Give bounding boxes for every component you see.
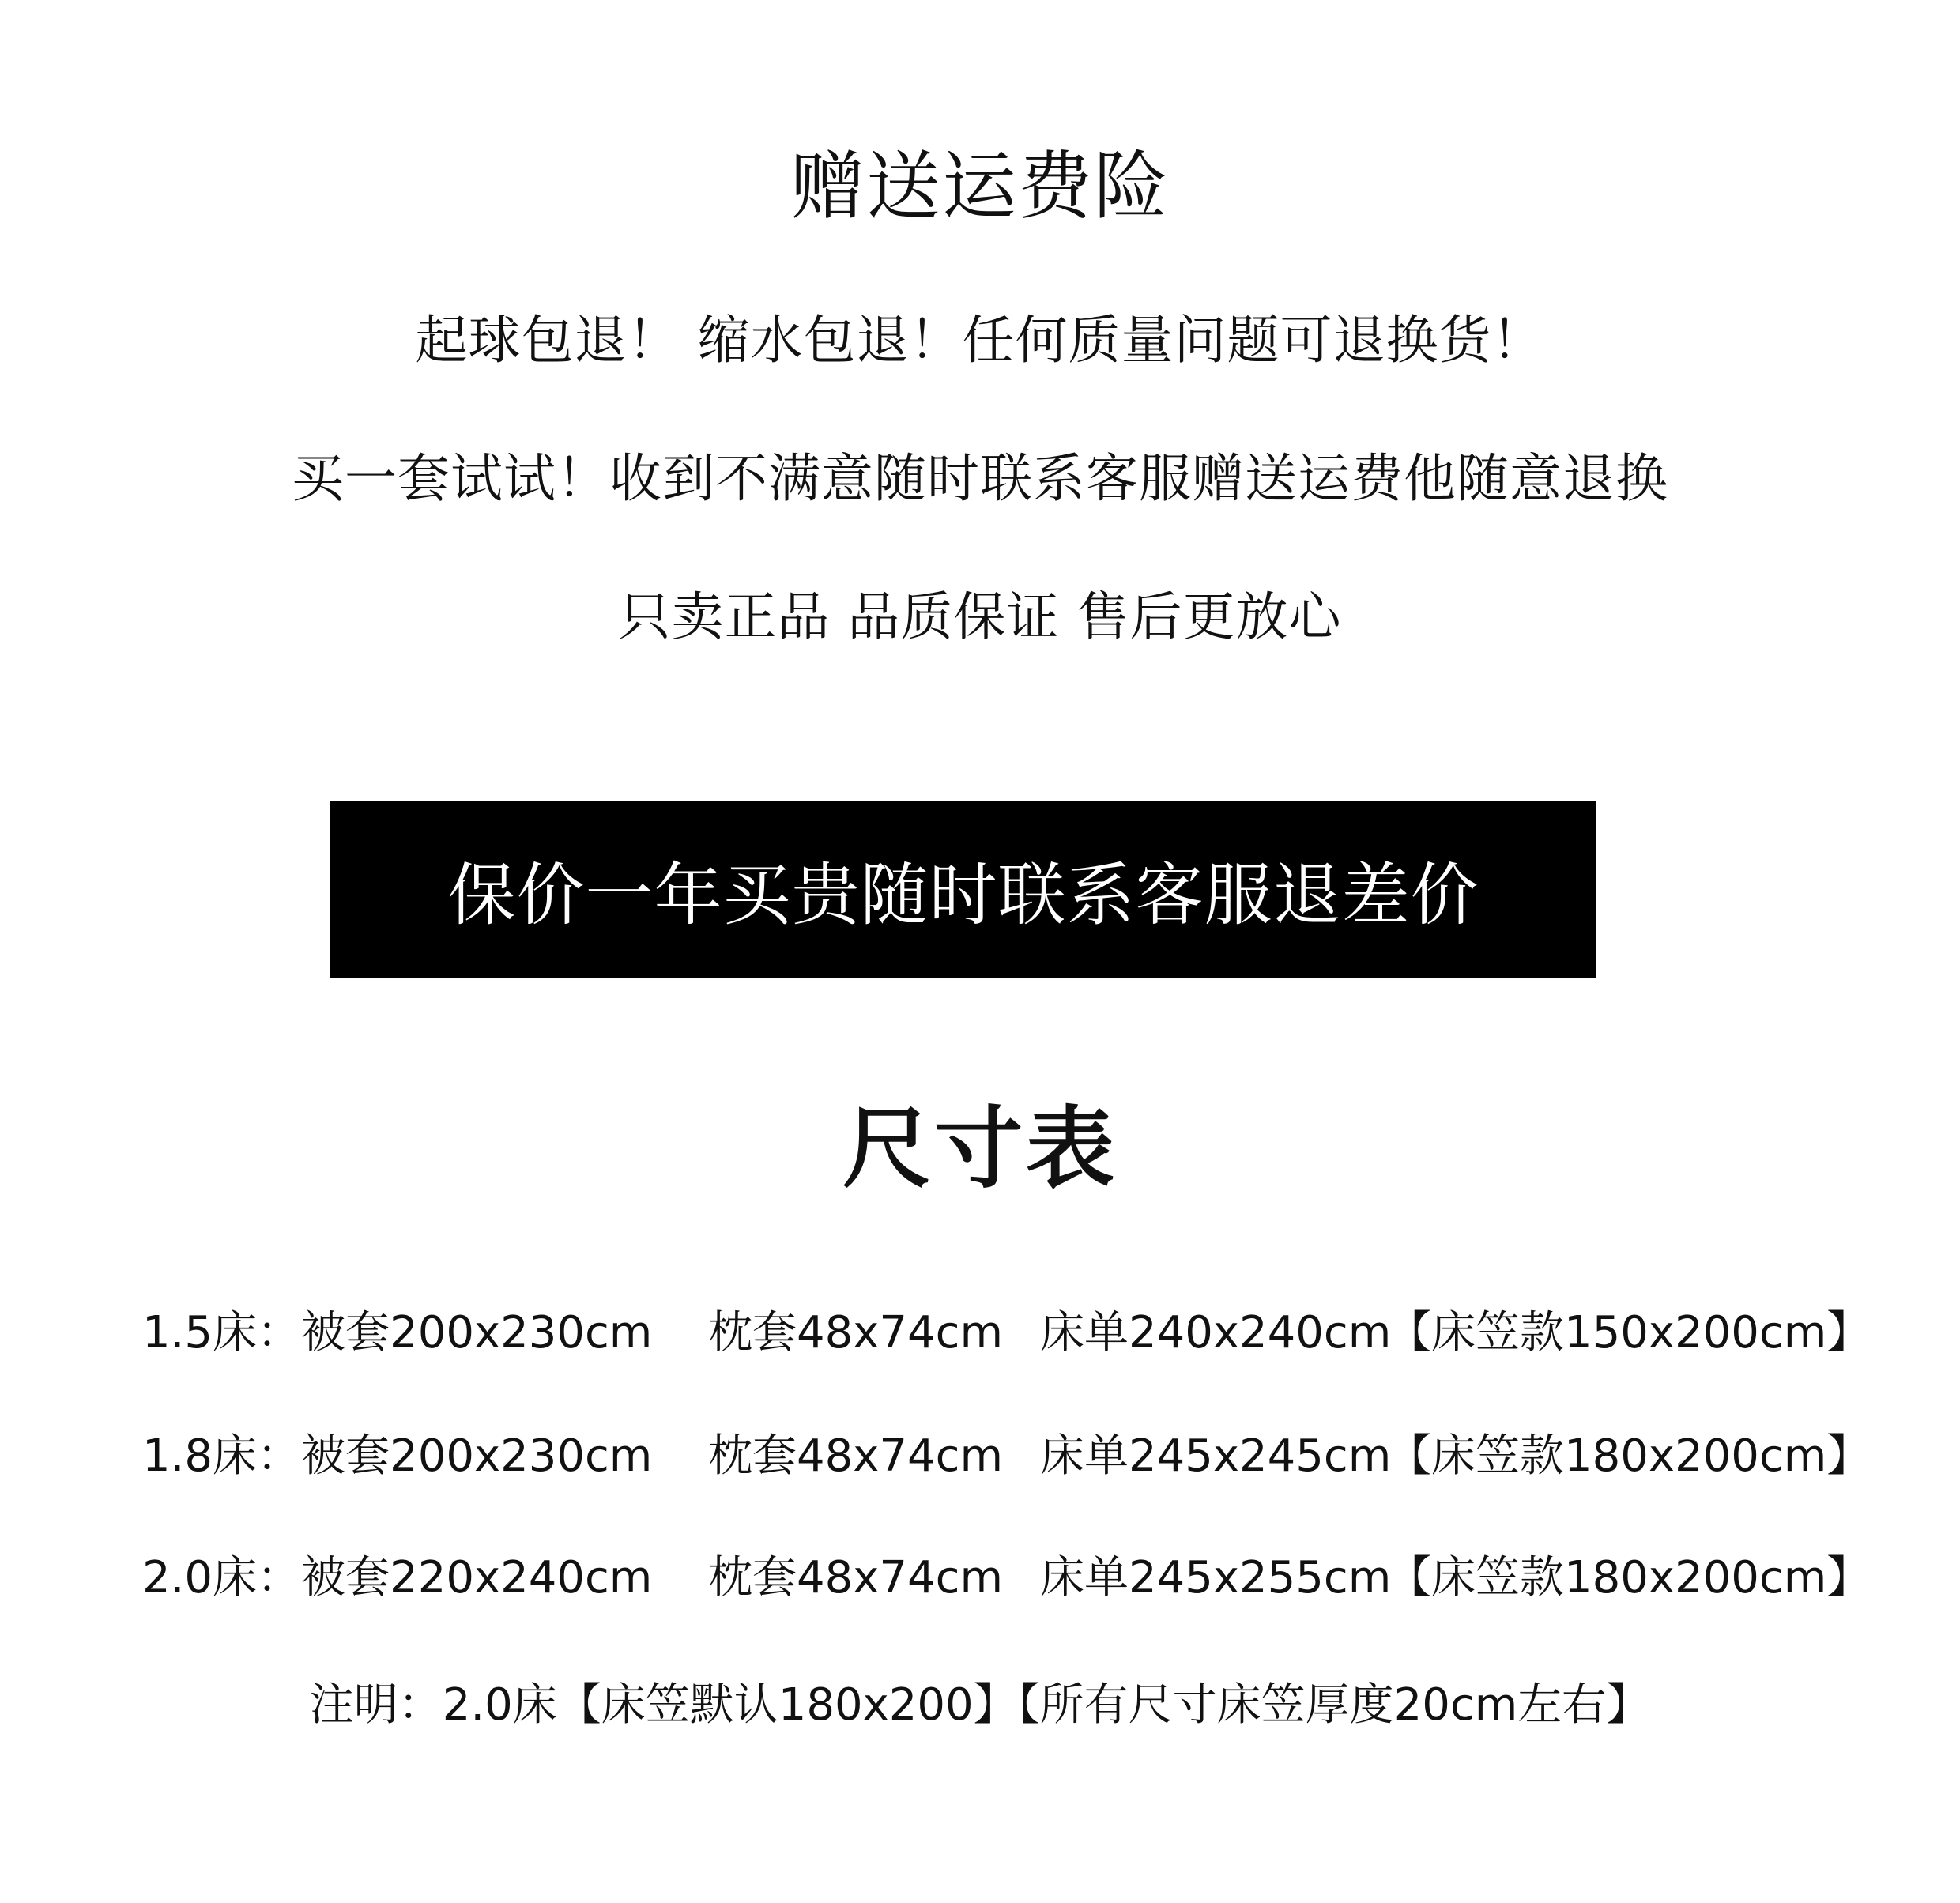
fitted-sheet-size: 【床笠款150x200cm】 <box>1387 1307 1871 1358</box>
sheet-size: 床单240x240cm <box>1040 1307 1392 1358</box>
page-title: 赠送运费险 <box>790 144 1170 230</box>
pillow-size: 枕套48x74cm <box>708 1552 1003 1603</box>
fitted-sheet-size: 【床笠款180x200cm】 <box>1387 1552 1871 1603</box>
duvet-size: 2.0床：被套220x240cm <box>142 1552 653 1603</box>
size-note: 注明：2.0床【床笠默认180x200】【所有尺寸床笠厚度20cm左右】 <box>309 1679 1651 1731</box>
sheet-size: 床单245x255cm <box>1040 1552 1392 1603</box>
pillow-size: 枕套48x74cm <box>708 1430 1003 1482</box>
promo-line-guarantee: 只卖正品 品质保证 售后更放心 <box>618 586 1342 647</box>
fitted-sheet-size: 【床笠款180x200cm】 <box>1387 1430 1871 1482</box>
price-protection-banner <box>330 801 1596 978</box>
pillow-size: 枕套48x74cm <box>708 1307 1003 1358</box>
promo-line-returns: 起球包退！ 缩水包退！任何质量问题可退换货！ <box>415 310 1545 371</box>
sheet-size: 床单245x245cm <box>1040 1430 1392 1482</box>
promo-line-try: 买一套试试！收到不满意随时联系客服赠送运费他随意退换 <box>292 448 1668 509</box>
size-table-title: 尺寸表 <box>842 1098 1118 1200</box>
duvet-size: 1.8床：被套200x230cm <box>142 1430 653 1482</box>
price-protection-text: 保价一年买贵随时联系客服退差价 <box>447 856 1479 935</box>
duvet-size: 1.5床：被套200x230cm <box>142 1307 653 1358</box>
